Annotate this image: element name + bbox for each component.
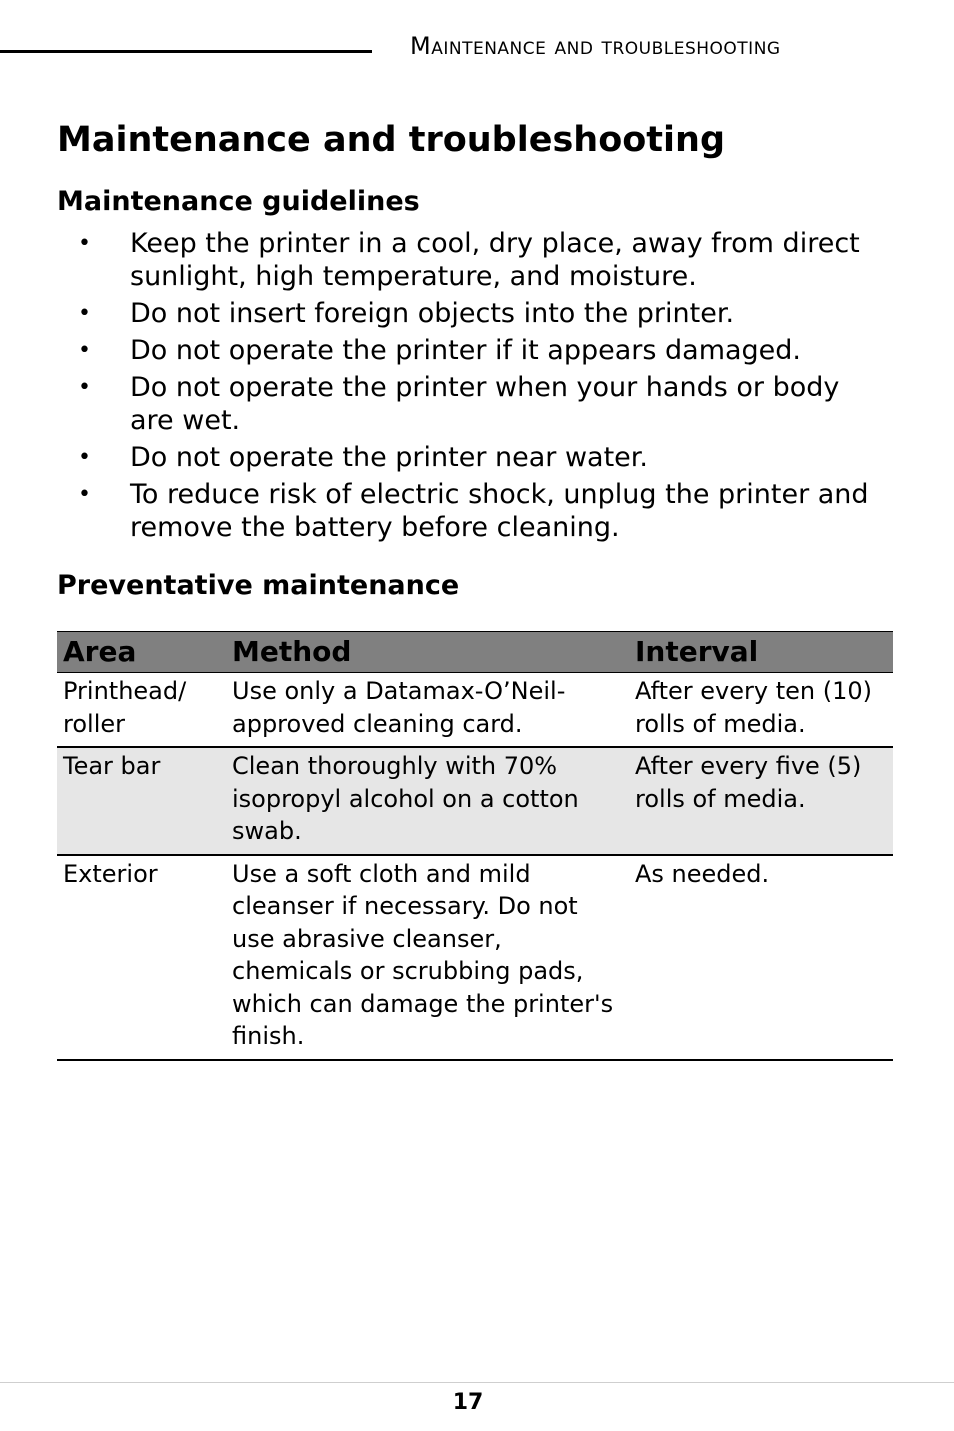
- list-item: [0, 441, 890, 474]
- cell-area: Tear bar: [57, 747, 226, 855]
- list-item: [0, 371, 890, 437]
- bullet-icon: •: [78, 301, 91, 326]
- page-number: 17: [452, 1390, 484, 1415]
- guidelines-list: [0, 227, 954, 548]
- bullet-icon: •: [78, 482, 91, 507]
- page-title: Maintenance and troubleshooting: [57, 120, 726, 160]
- list-item: [0, 334, 890, 367]
- column-header-method: Method: [226, 632, 629, 673]
- cell-interval: As needed.: [629, 855, 893, 1060]
- list-item-text: Keep the printer in a cool, dry place, away from direct sunlight, high temperature, and moisture.: [130, 228, 860, 292]
- footer-rule: [0, 1382, 954, 1383]
- column-header-interval: Interval: [629, 632, 893, 673]
- bullet-icon: •: [78, 375, 91, 400]
- header-rule: [0, 50, 372, 53]
- bullet-icon: •: [78, 445, 91, 470]
- running-head: Maintenance and troubleshooting: [410, 32, 781, 60]
- list-item-text: Do not insert foreign objects into the printer.: [130, 298, 735, 329]
- column-header-area: Area: [57, 632, 226, 673]
- table-row: [57, 747, 893, 855]
- cell-method: Clean thoroughly with 70% isopropyl alcohol on a cotton swab.: [226, 747, 629, 855]
- cell-area: Printhead/ roller: [57, 673, 226, 748]
- list-item: [0, 227, 890, 293]
- list-item: [0, 478, 890, 544]
- cell-area: Exterior: [57, 855, 226, 1060]
- cell-method: Use only a Datamax-O’Neil-approved cleaning card.: [226, 673, 629, 748]
- preventative-heading: Preventative maintenance: [57, 570, 460, 601]
- cell-method: Use a soft cloth and mild cleanser if necessary. Do not use abrasive cleanser, chemicals or scrubbing pads, which can damage the printer's finish.: [226, 855, 629, 1060]
- table-row: [57, 855, 893, 1060]
- bullet-icon: •: [78, 231, 91, 256]
- table-row: [57, 673, 893, 748]
- guidelines-heading: Maintenance guidelines: [57, 186, 420, 217]
- maintenance-table: [57, 631, 893, 1061]
- table-header-row: [57, 632, 893, 673]
- list-item: [0, 297, 890, 330]
- list-item-text: Do not operate the printer near water.: [130, 442, 648, 473]
- list-item-text: Do not operate the printer when your hands or body are wet.: [130, 372, 840, 436]
- list-item-text: To reduce risk of electric shock, unplug the printer and remove the battery before cleaning.: [130, 479, 869, 543]
- bullet-icon: •: [78, 338, 91, 363]
- list-item-text: Do not operate the printer if it appears damaged.: [130, 335, 802, 366]
- cell-interval: After every five (5) rolls of media.: [629, 747, 893, 855]
- cell-interval: After every ten (10) rolls of media.: [629, 673, 893, 748]
